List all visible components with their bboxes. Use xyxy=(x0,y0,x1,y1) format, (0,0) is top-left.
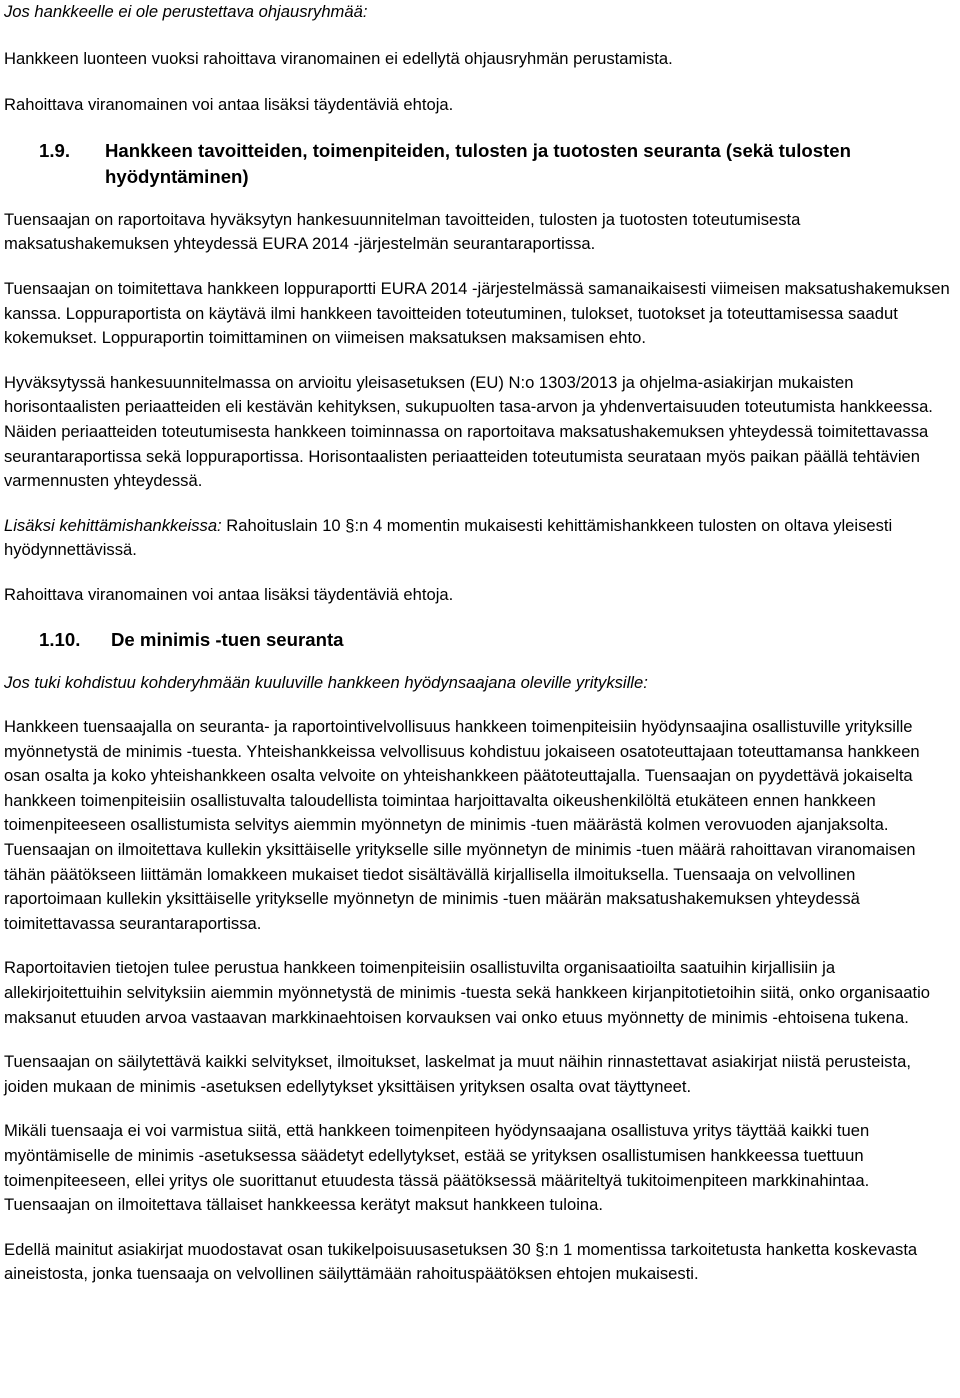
paragraph: Tuensaajan on raportoitava hyväksytyn hankesuunnitelman tavoitteiden, tulosten ja tuotosten toteutumisesta maksatushakemuksen yhteydessä EURA 2014 -järjestelmän seurantaraportissa. xyxy=(4,209,801,254)
section-title: De minimis -tuen seuranta xyxy=(111,628,344,650)
paragraph: Hankkeen tuensaajalla on seuranta- ja raportointivelvollisuus hankkeen toimenpiteisiin hyödynsaajina osallistuville yrityksille myönnetystä de minimis -tuesta. Yhteishankkeissa velvollisuus kohdistuu jokaiseen osatoteuttajaan toteuttamansa hankkeen osan osalta ja koko yhteishankkeen osalta velvoite on yhteishankkeen päätoteuttajalla. Tuensaajan on pyydettävä jokaiselta hankkeen toimenpiteisiin osallistuvalta taloudellista toimintaa harjoittavalta oikeushenkilöltä etukäteen ennen hankkeen toimenpiteeseen osallistumista selvitys aiemmin myönnetyn de minimis -tuen määrästä kolmen verovuoden ajanjaksolta. Tuensaajan on ilmoitettava kullekin yksittäiselle yritykselle sille myönnetyn de minimis -tuen määrä rahoittavan viranomaisen tähän päätökseen liittämän lomakkeen mukaiset tiedot sisältävällä kirjallisella ilmoituksella. Tuensaaja on velvollinen raportoimaan kullekin yksittäiselle yritykselle myönnetyn de minimis -tuen määrän maksatushakemuksen yhteydessä toimitettavassa seurantaraportissa. xyxy=(4,717,920,933)
no-steering-group-heading: Jos hankkeelle ei ole perustettava ohjausryhmää: xyxy=(4,2,368,21)
paragraph: Hyväksytyssä hankesuunnitelmassa on arvioitu yleisasetuksen (EU) N:o 1303/2013 ja ohjelma-asiakirjan mukaisten horisontaalisten periaatteiden eli kestävän kehityksen, sukupuolten tasa-arvon ja yhdenvertaisuuden toteutumista hankkeessa. Näiden periaatteiden toteutumisesta hankkeen toiminnassa on raportoitava maksatushakemuksen yhteydessä toimitettavassa seurantaraportissa sekä loppuraportissa. Horisontaalisten periaatteiden toteutumista seurataan myös paikan päällä tehtävien varmennusten yhteydessä. xyxy=(4,372,933,491)
paragraph: Tuensaajan on säilytettävä kaikki selvitykset, ilmoitukset, laskelmat ja muut näihin rinnastettavat asiakirjat niistä perusteista, joiden mukaan de minimis -asetuksen edellytykset yksittäisen yrityksen osalta ovat täyttyneet. xyxy=(4,1052,911,1096)
section-1-10-heading xyxy=(4,627,956,653)
additional-terms-note: Rahoittava viranomainen voi antaa lisäksi täydentäviä ehtoja. xyxy=(4,95,454,115)
section-number: 1.9. xyxy=(39,139,71,161)
section-title: Hankkeen tavoitteiden, toimenpiteiden, tulosten ja tuotosten seuranta (sekä tulosten hyödyntäminen) xyxy=(105,139,851,187)
paragraph: Edellä mainitut asiakirjat muodostavat osan tukikelpoisuusasetuksen 30 §:n 1 momentissa tarkoitetusta hanketta koskevasta aineistosta, jonka tuensaaja on velvollinen säilyttämään rahoituspäätöksen ehtojen mukaisesti. xyxy=(4,1239,918,1284)
condition-text: Jos tuki kohdistuu kohderyhmään kuuluville hankkeen hyödynsaajana oleville yrityksille: xyxy=(4,672,648,692)
paragraph-text: Rahoituslain 10 §:n 4 momentin mukaisesti kehittämishankkeen tulosten on oltava yleisesti hyödynnettävissä. xyxy=(4,515,893,560)
paragraph: Tuensaajan on toimitettava hankkeen loppuraportti EURA 2014 -järjestelmässä samanaikaisesti viimeisen maksatushakemuksen kanssa. Loppuraportista on käytävä ilmi hankkeen tavoitteiden toteutuminen, tulokset, tuotokset ja toteuttamisessa saadut kokemukset. Loppuraportin toimittaminen on viimeisen maksatuksen maksamisen ehto. xyxy=(4,278,950,348)
paragraph xyxy=(4,514,956,563)
paragraph: Raportoitavien tietojen tulee perustua hankkeen toimenpiteisiin osallistuvilta organisaatioilta saatuihin kirjallisiin ja allekirjoitettuihin selvityksiin aiemmin myönnetystä de minimis -tuesta sekä hankkeen kirjanpitotietoihin siitä, onko organisaatio maksanut etuuden arvoa vastaavan markkinaehtoisen korvauksen vai onko etuus myönnetty de minimis -ehtoisena tukena. xyxy=(4,958,931,1027)
section-number: 1.10. xyxy=(39,628,81,650)
paragraph: Mikäli tuensaaja ei voi varmistua siitä, että hankkeen toimenpiteen hyödynsaajana osallistuva yritys täyttää kaikki tuen myöntämiselle de minimis -asetuksessa säädetyt edellytykset, estää se yrityksen osallistumisen hankkeessa tuettuun toimenpiteeseen, ellei yritys ole suorittanut etuudesta tässä päätöksessä määriteltyä tukitoimenpiteen markkinahintaa. Tuensaajan on ilmoitettava tällaiset hankkeessa kerätyt maksut hankkeen tuloina. xyxy=(4,1121,870,1215)
section-1-9-heading xyxy=(4,138,956,190)
no-steering-group-text: Hankkeen luonteen vuoksi rahoittava viranomainen ei edellytä ohjausryhmän perustamista. xyxy=(4,48,673,68)
document-page xyxy=(4,0,956,1287)
paragraph-label: Lisäksi kehittämishankkeissa: xyxy=(4,515,222,535)
additional-terms-note: Rahoittava viranomainen voi antaa lisäksi täydentäviä ehtoja. xyxy=(4,584,454,604)
